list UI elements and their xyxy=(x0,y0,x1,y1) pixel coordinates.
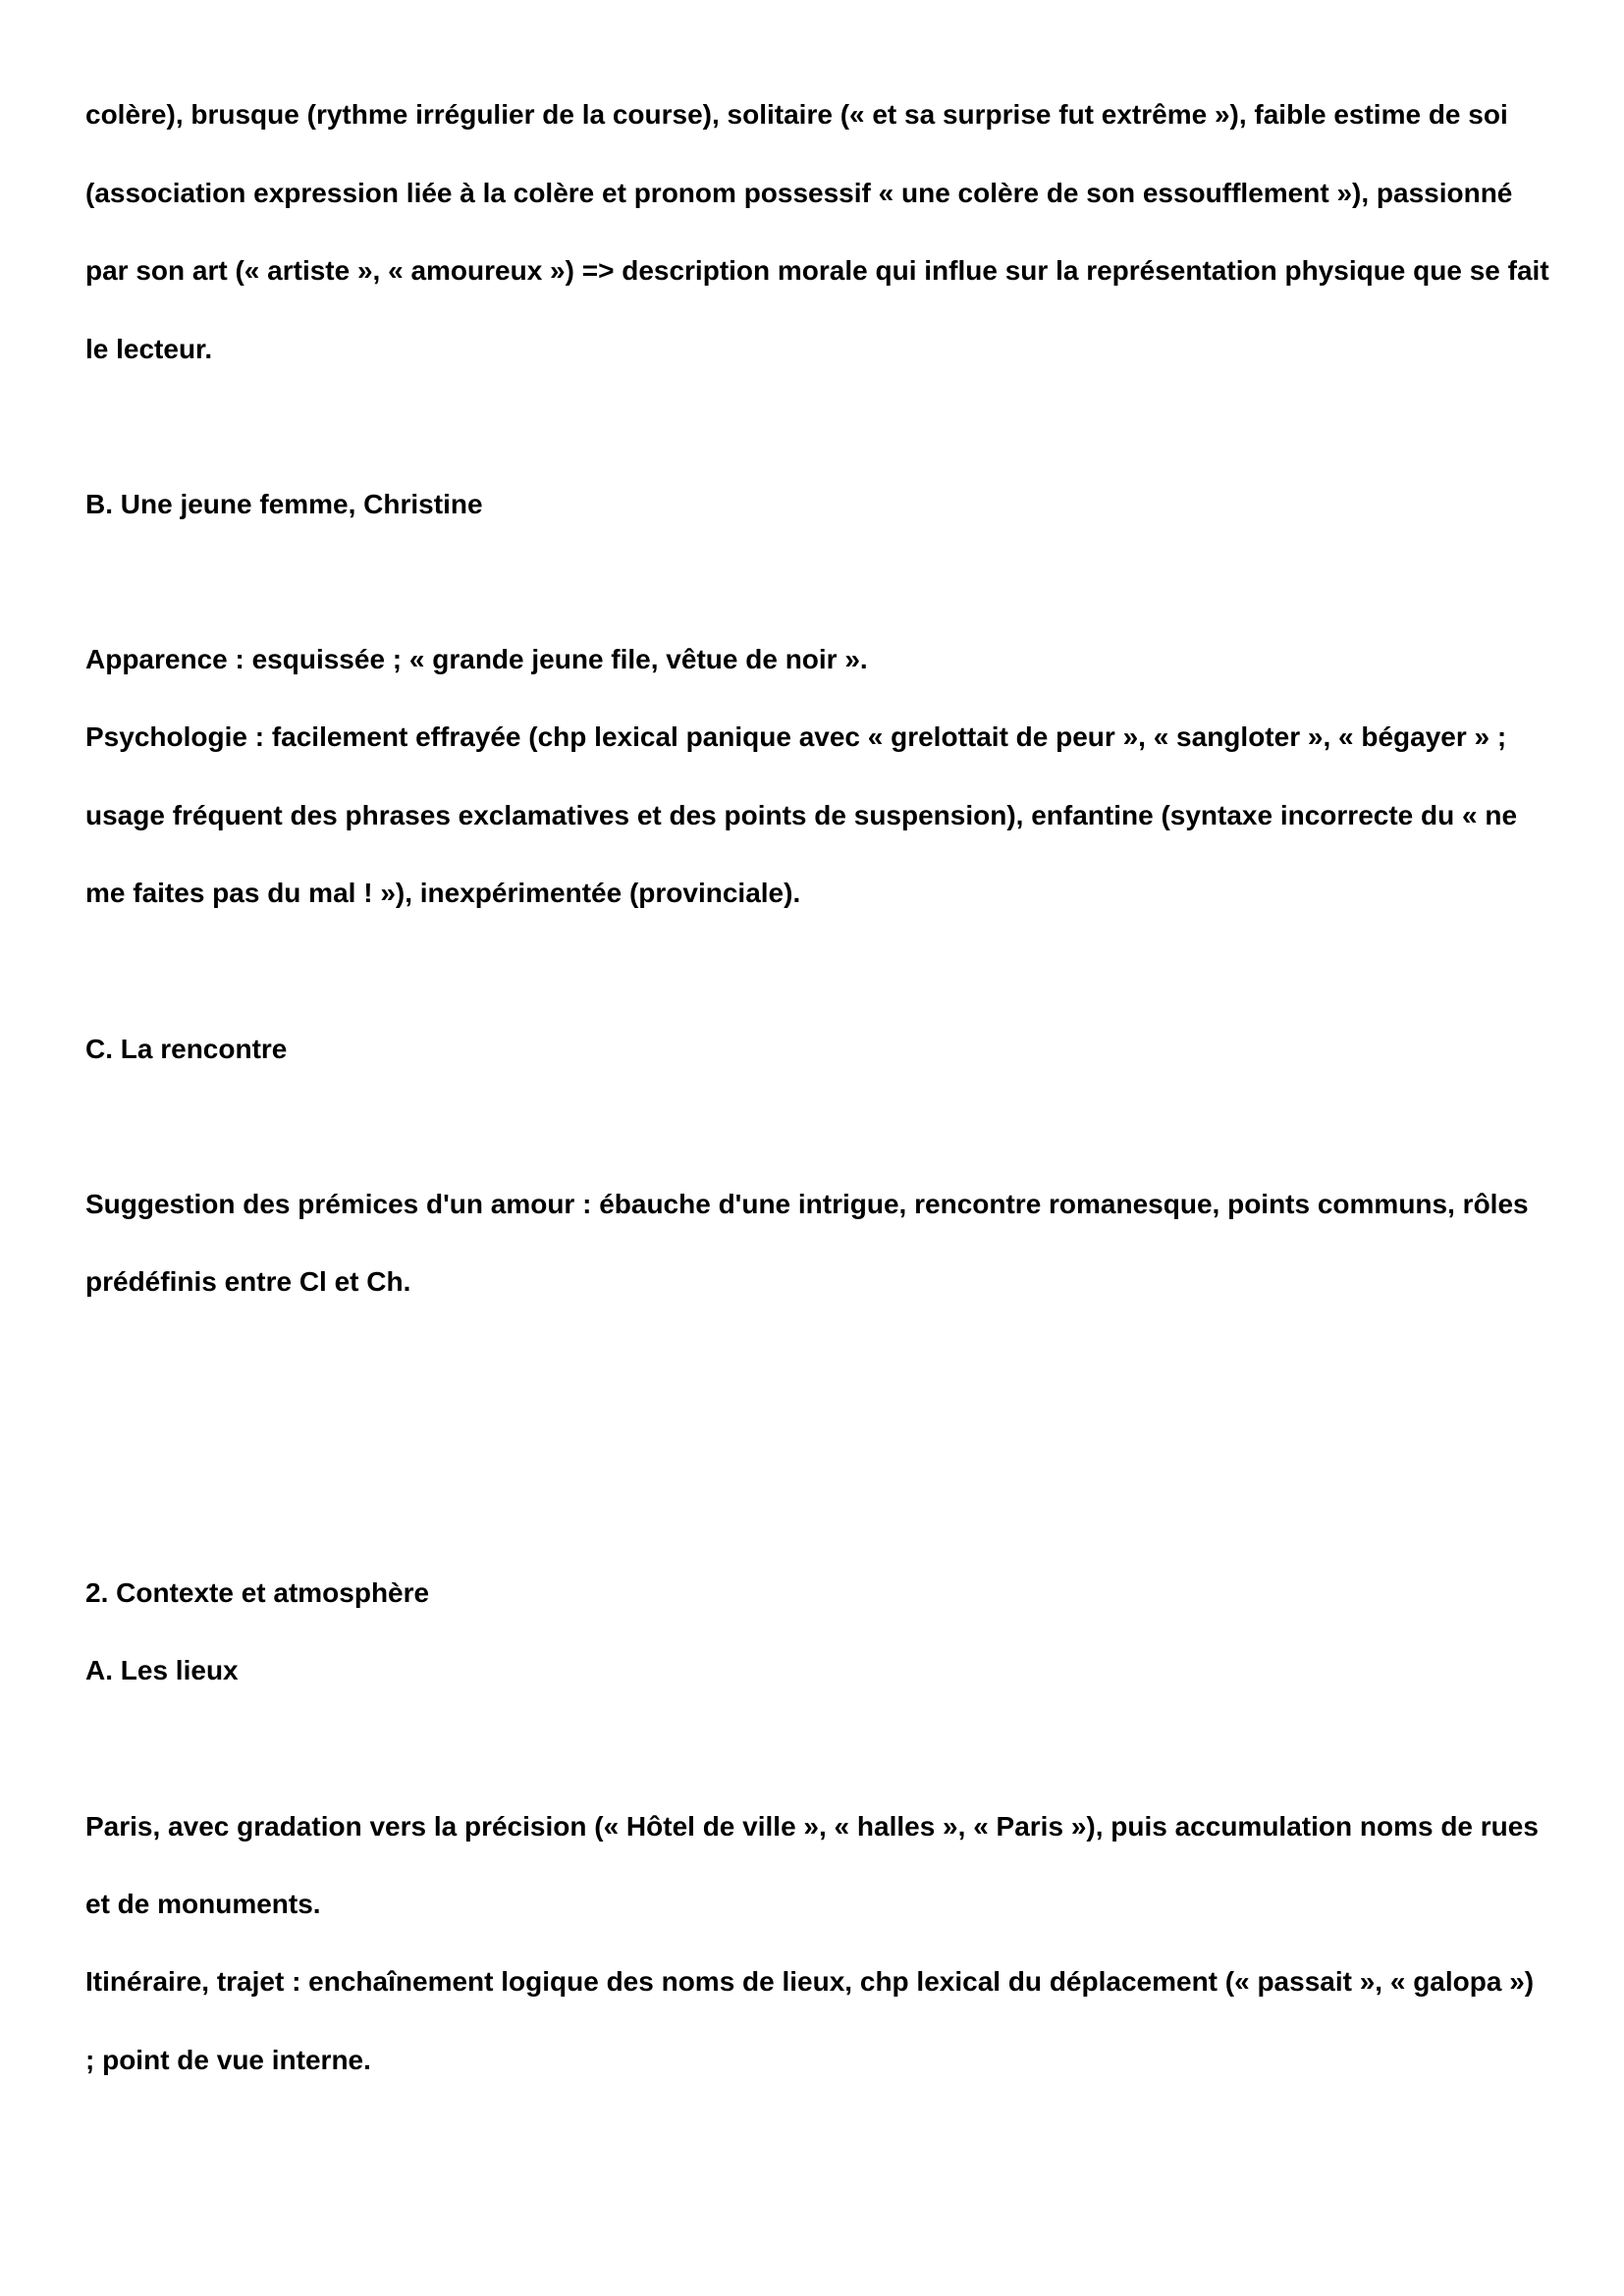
section-heading: A. Les lieux xyxy=(85,1655,239,1685)
paragraph-line: colère), brusque (rythme irrégulier de la course), solitaire (« et sa surprise fut extrême »), faible estime de soi xyxy=(85,99,1508,130)
paragraph-line: ; point de vue interne. xyxy=(85,2045,371,2075)
paragraph-line: Suggestion des prémices d'un amour : ébauche d'une intrigue, rencontre romanesque, points communs, rôles xyxy=(85,1189,1529,1219)
paragraph-line: et de monuments. xyxy=(85,1889,321,1919)
paragraph-line: le lecteur. xyxy=(85,334,213,364)
paragraph-line: Paris, avec gradation vers la précision (« Hôtel de ville », « halles », « Paris »), puis accumulation noms de rues xyxy=(85,1811,1539,1842)
paragraph-line: me faites pas du mal ! »), inexpérimentée (provinciale). xyxy=(85,878,801,908)
document-page xyxy=(85,0,1558,2296)
paragraph-line: par son art (« artiste », « amoureux ») => description morale qui influe sur la représentation physique que se fait xyxy=(85,255,1549,286)
paragraph-line: Itinéraire, trajet : enchaînement logique des noms de lieux, chp lexical du déplacement (« passait », « galopa ») xyxy=(85,1966,1535,1997)
paragraph-line: Apparence : esquissée ; « grande jeune file, vêtue de noir ». xyxy=(85,644,868,674)
paragraph-line: usage fréquent des phrases exclamatives et des points de suspension), enfantine (syntaxe incorrecte du « ne xyxy=(85,800,1518,830)
paragraph-line: prédéfinis entre Cl et Ch. xyxy=(85,1266,411,1297)
paragraph-line: Psychologie : facilement effrayée (chp lexical panique avec « grelottait de peur », « sangloter », « bégayer » ; xyxy=(85,721,1507,752)
section-heading: B. Une jeune femme, Christine xyxy=(85,489,483,519)
paragraph-line: (association expression liée à la colère et pronom possessif « une colère de son essoufflement »), passionné xyxy=(85,178,1513,208)
section-heading: C. La rencontre xyxy=(85,1034,288,1064)
section-heading: 2. Contexte et atmosphère xyxy=(85,1577,430,1608)
